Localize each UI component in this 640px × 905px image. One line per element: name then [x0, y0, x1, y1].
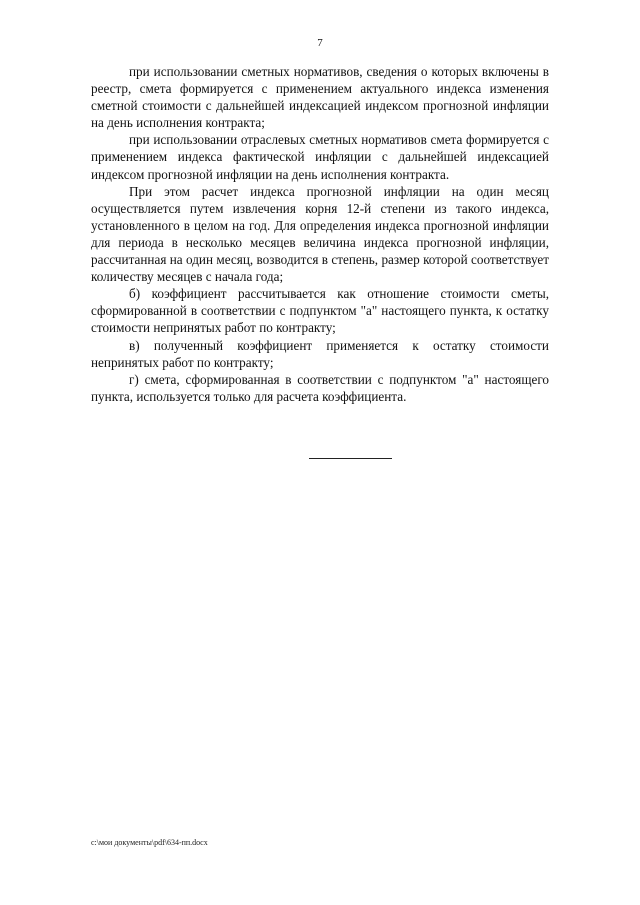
footer-file-path: c:\мои документы\pdf\634-пп.docx: [91, 838, 208, 847]
document-body: [91, 63, 549, 405]
paragraph-item-g: г) смета, сформированная в соответствии с подпунктом "а" настоящего пункта, используется только для расчета коэффициента.: [91, 371, 549, 404]
paragraph-item-b: б) коэффициент рассчитывается как отношение стоимости сметы, сформированной в соответствии с подпунктом "а" настоящего пункта, к остатку стоимости непринятых работ по контракту;: [91, 286, 549, 336]
paragraph-sectoral-registry: при использовании сметных нормативов, сведения о которых включены в реестр, смета формируется с применением актуального индекса изменения сметной стоимости с дальнейшей индексацией индексом прогнозной инфляции на день исполнения контракта;: [91, 64, 549, 131]
page-number: 7: [317, 37, 323, 49]
paragraph-inflation-index-calculation: При этом расчет индекса прогнозной инфляции на один месяц осуществляется путем извлечения корня 12-й степени из такого индекса, установленного в целом на год. Для определения индекса прогнозной инфляции для периода в несколько месяцев величина индекса прогнозной инфляции, рассчитанная на один месяц, возводится в степень, размер которой соответствует количеству месяцев с начала года;: [91, 183, 549, 285]
end-of-text-rule: [309, 458, 392, 459]
paragraph-industry-norms: при использовании отраслевых сметных нормативов смета формируется с применением индекса фактической инфляции с дальнейшей индексацией индексом прогнозной инфляции на день исполнения контракта.: [91, 132, 549, 182]
paragraph-item-v: в) полученный коэффициент применяется к остатку стоимости непринятых работ по контракту;: [91, 337, 549, 370]
